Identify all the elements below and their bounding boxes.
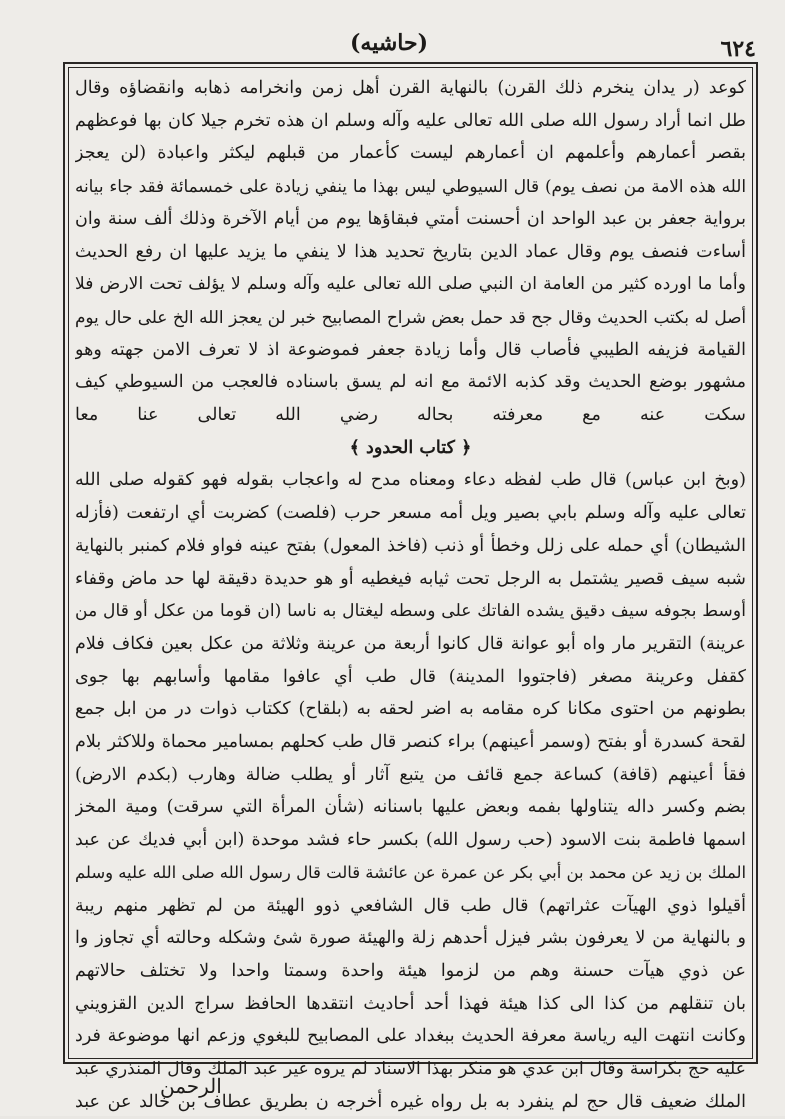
text-line: عرينة) التقرير مار واه أبو عوانة قال كانوا أربعة من عرينة وثلاثة من عكل بعين فكاف فلام [75,633,746,654]
catchword: الرحمن [160,1074,222,1098]
text-line: وأما ما اورده كثير من العامة ان النبي صلى الله تعالى عليه وآله وسلم لا يؤلف تحت الارض فلا [75,274,746,295]
text-line: أساءت فنصف يوم وقال عماد الدين بتاريخ تحديد هذا لا ينفي ما يزيد عليها ان رفع الحديث [75,241,746,262]
text-line: (وبخ ابن عباس) قال طب لفظه دعاء ومعناه مدح له واعجاب بقوله فهو كقوله صلى الله [75,470,746,491]
text-line: بان تنقلهم من كذا الى كذا هيئة فهذا أحد أحاديث انتقدها الحافظ سراج الدين القزويني [75,993,746,1014]
text-line: الملك ضعيف قال حج لم ينفرد به بل رواه غيره أخرجه ن بطريق عطاف بن خالد عن عبد [75,1091,746,1112]
text-line: الملك بن زيد عن محمد بن أبي بكر عن عمرة عن عائشة قالت قال رسول الله صلى الله عليه وسلم [75,862,746,882]
text-line: شبه سيف قصير يشتمل به الرجل تحت ثيابه فيغطيه أو هو حديدة دقيقة لها حد ماض وقفاء [75,568,746,589]
text-line: الشيطان) أي حمله على زلل وخطأ أو ذنب (فاخذ المعول) بفتح عينه فواو فلام كمنبر بالنهاية [75,535,746,556]
text-line: كقفل وعرينة مصغر (فاجتووا المدينة) قال طب أي عافوا مقامها وأسابهم بها جوى [75,666,746,687]
text-line: أقيلوا ذوي الهيآت عثراتهم) قال طب قال الشافعي ذوو الهيئة من لم تظهر منهم ريبة [75,895,746,916]
text-line: كوعد (ر يدان ينخرم ذلك القرن) بالنهاية القرن أهل زمن وانخرامه ذهابه وانقضاؤه وقال [75,78,746,98]
text-line: عن ذوي هيآت حسنة وهم من لزموا هيئة واحدة وسمتا واحدا ولا تختلف حالاتهم [75,960,746,981]
text-line: و بالنهاية من لا يعرفون بشر فيزل أحدهم زلة والهيئة صورة شئ وشكله وحالته أي تجاوز وا [75,928,746,949]
text-line: فقأ أعينهم (قافة) كساعة جمع قائف من يتبع آثار أو يطلب ضالة وهارب (بكدم الارض) [75,764,746,785]
text-line: الله هذه الامة من نصف يوم) قال السيوطي ليس بهذا ما ينفي زيادة على خمسمائة فقد جاء بيانه [75,176,746,197]
text-line: لقحة كسدرة أو بفتح (وسمر أعينهم) براء كنصر قال طب كحلهم بمسامير محماة وللاكثر بلام [75,732,746,753]
text-line: تعالى عليه وآله وسلم بابي بصير ويل أمه مسعر حرب (فلصت) كضربت أي ارتفعت (فأزله [75,503,746,524]
text-line: مشهور بوضع الحديث وقد كذبه الائمة مع انه لم يسق باسناده فالعجب من السيوطي كيف [75,372,746,393]
text-line: بطونهم من احتوى مكانا كره مقامه به اضر لحقه به (بلقاح) ككتاب ذوات در من ابل جمع [75,699,746,720]
text-line: أوسط بجوفه سيف دقيق يشده الفاتك على وسطه ليغتال به ناسا (ان قوما من عكل أو قال من [75,601,746,622]
text-line: بقصر أعمارهم وأعلمهم ان أعمارهم ليست كأعمار من قبلهم ليكثر واعبادة (لن يعجز [75,143,746,164]
text-line: برواية جعفر بن عبد الواحد ان أحسنت أمتي فبقاؤها يوم من أيام الآخرة وذلك ألف سنة وان [75,208,746,229]
page-header [60,6,760,62]
text-line: اسمها فاطمة بنت الاسود (حب رسول الله) بكسر حاء فشد موحدة (ابن أبي فديك عن عبد [75,830,746,851]
page-number: ٦٢٤ [720,36,756,62]
text-line: أصل له بكتب الحديث وقال جح قد حمل بعض شراح المصابيح خبر لن يعجز الله الخ على حال يوم [75,306,746,327]
running-head: (حاشيه) [350,30,429,56]
text-line: سكت عنه مع معرفته بحاله رضي الله تعالى عنا معا [75,405,746,426]
text-line: بضم وكسر داله يتناولها بفمه وبعض عليها باسنانه (شأن المرأة التي سرقت) ومية المخز [75,797,746,818]
text-line: القيامة فزيفه الطيبي فأصاب قال وأما زيادة جعفر فموضوعة اذ لا تعرف الامن جهته وهو [75,339,746,360]
text-line: طل انما أراد رسول الله صلى الله تعالى عليه وآله وسلم ان هذه تخرم جيلا كان بها فوعظهم [75,110,746,131]
section-title: ﴿ كتاب الحدود ﴾ [349,436,472,458]
text-line: عليه حج بكراسة وقال ابن عدي هو منكر بهذا الاسناد لم يروه غير عبد الملك وقال المنذري عبد [75,1059,746,1080]
text-line: وكانت انتهت اليه رياسة معرفة الحديث ببغداد على المصابيح للبغوي وزعم انها موضوعة فرد [75,1026,746,1047]
